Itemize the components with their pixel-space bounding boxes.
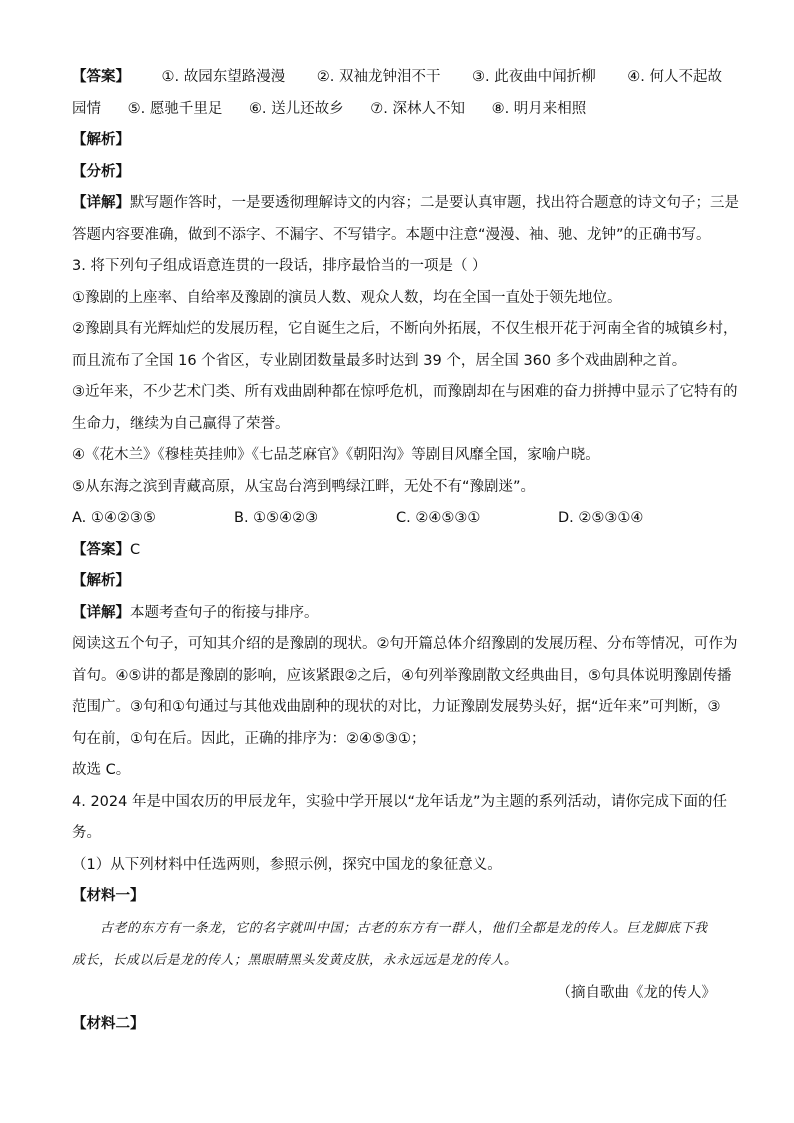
answer-item: 园情 — [72, 100, 101, 117]
answer-value: C — [130, 541, 141, 558]
material-2-label: 【材料二】 — [72, 1015, 145, 1032]
analysis-label: 【解析】 — [72, 132, 130, 148]
detail-label: 【详解】 — [72, 195, 130, 211]
material-1-label: 【材料一】 — [72, 888, 145, 904]
answer-item: ⑤. 愿驰千里足 — [127, 100, 223, 117]
option-b: B. ①⑤④②③ — [234, 510, 319, 526]
option-d: D. ②⑤③①④ — [558, 510, 644, 526]
detail-text: 默写题作答时，一是要透彻理解诗文的内容；二是要认真审题，找出符合题意的诗文句子；三是 — [130, 195, 739, 211]
sentence-3a: ③近年来，不少艺术门类、所有戏曲剧种都在惊呼危机，而豫剧却在与困难的奋力拼搏中显示了它特有的 — [72, 384, 738, 400]
q3-detail-head — [72, 598, 722, 630]
q3-detail-line: 故选 C。 — [72, 762, 131, 778]
answer-item: ⑦. 深林人不知 — [370, 100, 465, 117]
question-4-sub1: （1）从下列材料中任选两则，参照示例，探究中国龙的象征意义。 — [72, 856, 502, 873]
question-3-stem: 3. 将下列句子组成语意连贯的一段话，排序最恰当的一项是（ ） — [72, 258, 487, 274]
answer-item: ②. 双袖龙钟泪不干 — [316, 69, 441, 85]
detail-line — [72, 188, 739, 220]
sentence-5: ⑤从东海之滨到青藏高原，从宝岛台湾到鸭绿江畔，无处不有“豫剧迷”。 — [72, 478, 536, 495]
detail-text: 本题考查句子的衔接与排序。 — [130, 604, 319, 621]
sentence-4: ④《花木兰》《穆桂英挂帅》《七品芝麻官》《朝阳沟》等剧目风靡全国，家喻户晓。 — [72, 447, 600, 463]
q3-detail-line: 阅读这五个句子，可知其介绍的是豫剧的现状。②句开篇总体介绍豫剧的发展历程、分布等情况，可作为 — [72, 636, 738, 652]
question-4-stem: 4. 2024 年是中国农历的甲辰龙年，实验中学开展以“龙年话龙”为主题的系列活动，请你完成下面的任 — [72, 793, 727, 810]
answer-item: ④. 何人不起故 — [627, 69, 722, 85]
answer-item: ③. 此夜曲中闻折柳 — [472, 69, 596, 85]
answer-row-1 — [72, 62, 722, 94]
option-c: C. ②④⑤③① — [396, 510, 481, 526]
detail-line: 答题内容要准确，做到不添字、不漏字、不写错字。本题中注意“漫漫、袖、驰、龙钟”的正确书写。 — [72, 226, 711, 243]
fenxi-label: 【分析】 — [72, 163, 130, 180]
options-row — [72, 503, 722, 535]
option-a: A. ①④②③⑤ — [72, 510, 156, 526]
q3-detail-line: 句在前，①句在后。因此，正确的排序为：②④⑤③①； — [72, 730, 426, 747]
sentence-2b: 而且流布了全国 16 个省区，专业剧团数量最多时达到 39 个，居全国 360 多个戏曲剧种之首。 — [72, 352, 687, 369]
sentence-3b: 生命力，继续为自己赢得了荣誉。 — [72, 415, 290, 432]
answer-item: ①. 故园东望路漫漫 — [161, 69, 286, 85]
material-1-source: （摘自歌曲《龙的传人》 — [556, 984, 716, 1001]
q3-answer — [72, 535, 722, 567]
q3-detail-line: 首句。④⑤讲的都是豫剧的影响，应该紧跟②之后，④句列举豫剧散文经典曲目，⑤句具体说明豫剧传播 — [72, 667, 732, 684]
answer-item: ⑥. 送儿还故乡 — [248, 100, 344, 117]
answer-row-2 — [72, 94, 722, 126]
question-4-stem-cont: 务。 — [72, 825, 101, 841]
answer-item: ⑧. 明月来相照 — [491, 100, 587, 117]
document-page — [72, 62, 739, 1040]
answer-label: 【答案】 — [72, 69, 130, 85]
detail-label: 【详解】 — [72, 604, 130, 621]
sentence-1: ①豫剧的上座率、自给率及豫剧的演员人数、观众人数，均在全国一直处于领先地位。 — [72, 289, 622, 306]
q3-detail-line: 范围广。③句和①句通过与其他戏曲剧种的现状的对比，力证豫剧发展势头好，据“近年来”可判断，③ — [72, 699, 721, 715]
sentence-2a: ②豫剧具有光辉灿烂的发展历程，它自诞生之后，不断向外拓展，不仅生根开花于河南全省的城镇乡村， — [72, 321, 738, 337]
material-1-text: 古老的东方有一条龙，它的名字就叫中国；古老的东方有一群人，他们全都是龙的传人。巨龙脚底下我成长，长成以后是龙的传人；黑眼睛黑头发黄皮肤，永永远远是龙的传人。 — [72, 920, 708, 968]
answer-label: 【答案】 — [72, 541, 130, 558]
analysis-label: 【解析】 — [72, 573, 130, 589]
